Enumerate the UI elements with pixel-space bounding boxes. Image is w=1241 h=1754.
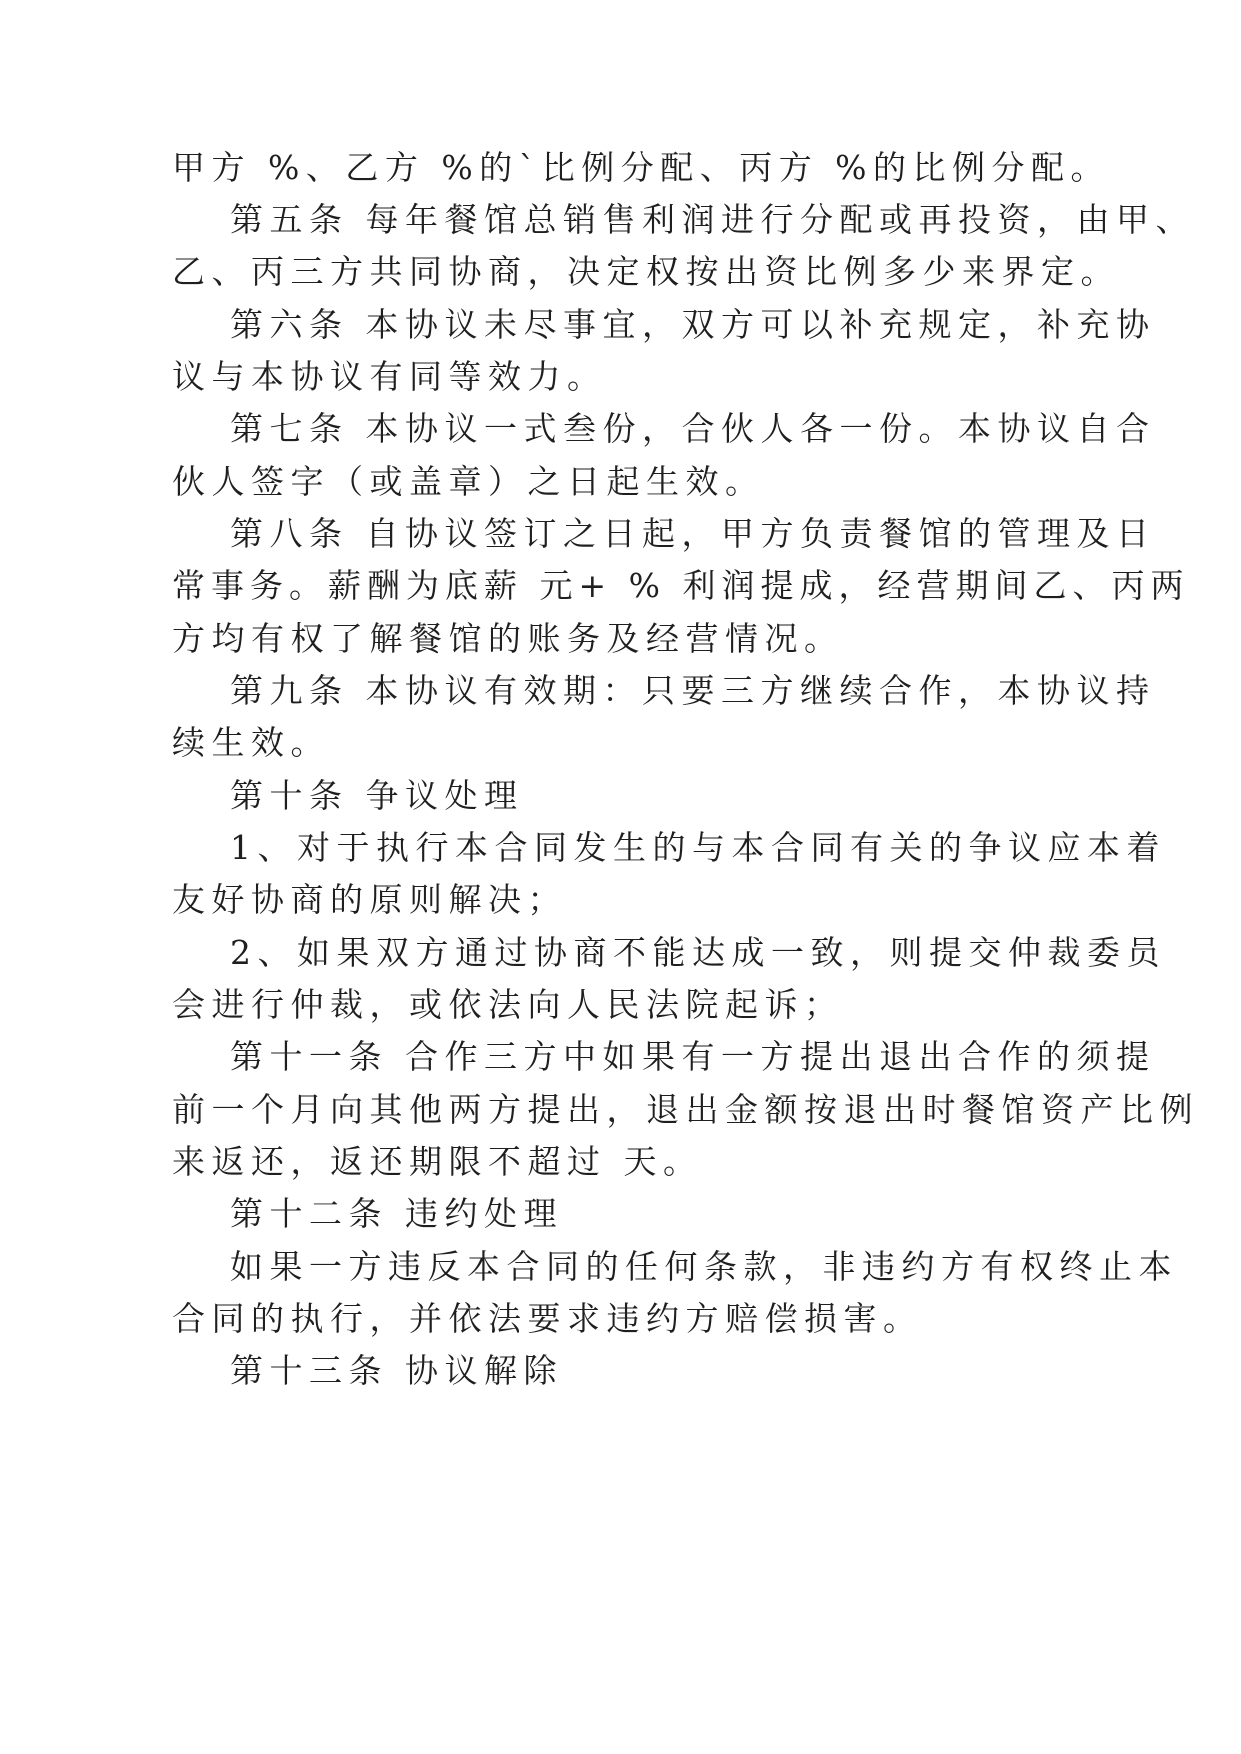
- text-line: 第十二条 违约处理: [230, 1194, 563, 1233]
- text-line: 第五条 每年餐馆总销售利润进行分配或再投资，由甲、: [230, 200, 1195, 239]
- text-line: 2、如果双方通过协商不能达成一致，则提交仲裁委员: [230, 933, 1166, 972]
- text-line: 第七条 本协议一式叁份，合伙人各一份。本协议自合: [230, 409, 1156, 448]
- text-line: 友好协商的原则解决；: [172, 880, 567, 919]
- text-line: 第十条 争议处理: [230, 776, 524, 815]
- text-line: 伙人签字（或盖章）之日起生效。: [172, 462, 765, 501]
- text-line: 乙、丙三方共同协商，决定权按出资比例多少来界定。: [172, 252, 1120, 291]
- text-line: 常事务。薪酬为底薪 元+ % 利润提成，经营期间乙、丙两: [172, 566, 1190, 605]
- text-line: 第六条 本协议未尽事宜，双方可以补充规定，补充协: [230, 305, 1156, 344]
- text-line: 议与本协议有同等效力。: [172, 357, 607, 396]
- text-line: 第十一条 合作三方中如果有一方提出退出合作的须提: [230, 1037, 1156, 1076]
- text-line: 第八条 自协议签订之日起，甲方负责餐馆的管理及日: [230, 514, 1156, 553]
- text-line: 前一个月向其他两方提出，退出金额按退出时餐馆资产比例: [172, 1090, 1199, 1129]
- text-line: 会进行仲裁，或依法向人民法院起诉；: [172, 985, 844, 1024]
- text-line: 来返还，返还期限不超过 天。: [172, 1142, 703, 1181]
- text-line: 合同的执行，并依法要求违约方赔偿损害。: [172, 1299, 923, 1338]
- text-line: 第九条 本协议有效期：只要三方继续合作，本协议持: [230, 671, 1156, 710]
- text-line: 如果一方违反本合同的任何条款，非违约方有权终止本: [230, 1247, 1178, 1286]
- text-line: 续生效。: [172, 723, 330, 762]
- text-line: 第十三条 协议解除: [230, 1351, 563, 1390]
- text-line: 甲方 %、乙方 %的`比例分配、丙方 %的比例分配。: [172, 148, 1111, 187]
- text-line: 方均有权了解餐馆的账务及经营情况。: [172, 619, 844, 658]
- text-line: 1、对于执行本合同发生的与本合同有关的争议应本着: [230, 828, 1166, 867]
